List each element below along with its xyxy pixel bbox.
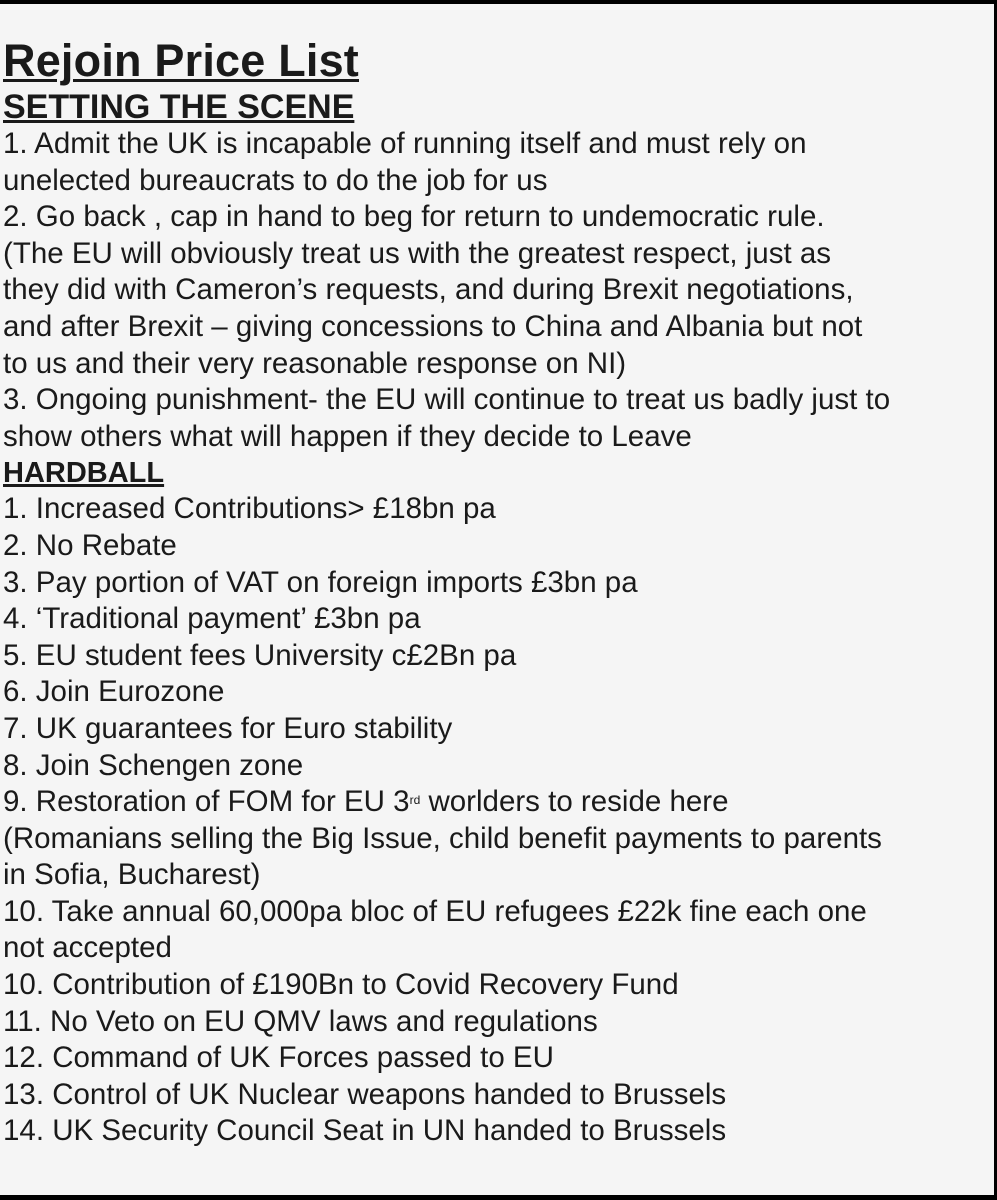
list-item: 10. Take annual 60,000pa bloc of EU refugees £22k fine each one (3, 894, 867, 928)
text-line: 3. Ongoing punishment- the EU will continue to treat us badly just to (3, 383, 891, 417)
list-item: 11. No Veto on EU QMV laws and regulations (3, 1004, 598, 1038)
scene-text-block (3, 126, 994, 455)
list-item: 10. Contribution of £190Bn to Covid Recovery Fund (3, 968, 679, 1002)
list-item: 1. Increased Contributions> £18bn pa (3, 492, 496, 526)
list-item: 3. Pay portion of VAT on foreign imports £3bn pa (3, 565, 638, 599)
list-item: 14. UK Security Council Seat in UN handed to Brussels (3, 1114, 727, 1148)
text-line: show others what will happen if they decide to Leave (3, 419, 692, 453)
text-line: unelected bureaucrats to do the job for us (3, 163, 548, 197)
hardball-list (3, 491, 994, 1150)
text-line: they did with Cameron’s requests, and during Brexit negotiations, (3, 273, 854, 307)
list-item: in Sofia, Bucharest) (3, 858, 261, 892)
text-line: 2. Go back , cap in hand to beg for return to undemocratic rule. (3, 200, 825, 234)
page-title: Rejoin Price List (3, 35, 359, 86)
item9-text-before: 9. Restoration of FOM for EU 3 (3, 785, 410, 819)
section-heading-hardball: HARDBALL (3, 457, 165, 490)
list-item: 5. EU student fees University c£2Bn pa (3, 638, 517, 672)
ordinal-superscript: rd (409, 793, 421, 808)
list-item: 13. Control of UK Nuclear weapons handed to Brussels (3, 1077, 727, 1111)
list-item: 2. No Rebate (3, 528, 177, 562)
list-item: 6. Join Eurozone (3, 675, 225, 709)
list-item: not accepted (3, 931, 172, 965)
list-item: 7. UK guarantees for Euro stability (3, 711, 453, 745)
text-line: 1. Admit the UK is incapable of running itself and must rely on (3, 127, 807, 160)
list-item: (Romanians selling the Big Issue, child benefit payments to parents (3, 821, 882, 855)
list-item: 4. ‘Traditional payment’ £3bn pa (3, 602, 421, 636)
document-page (0, 4, 994, 1195)
list-item: 8. Join Schengen zone (3, 748, 304, 782)
text-line: to us and their very reasonable response on NI) (3, 346, 627, 380)
item9-text-after: worlders to reside here (420, 785, 729, 819)
list-item-9 (3, 784, 994, 821)
text-line: and after Brexit – giving concessions to China and Albania but not (3, 309, 863, 343)
section-heading-setting-the-scene: SETTING THE SCENE (3, 88, 355, 126)
text-line: (The EU will obviously treat us with the greatest respect, just as (3, 236, 831, 270)
list-item: 12. Command of UK Forces passed to EU (3, 1041, 554, 1075)
